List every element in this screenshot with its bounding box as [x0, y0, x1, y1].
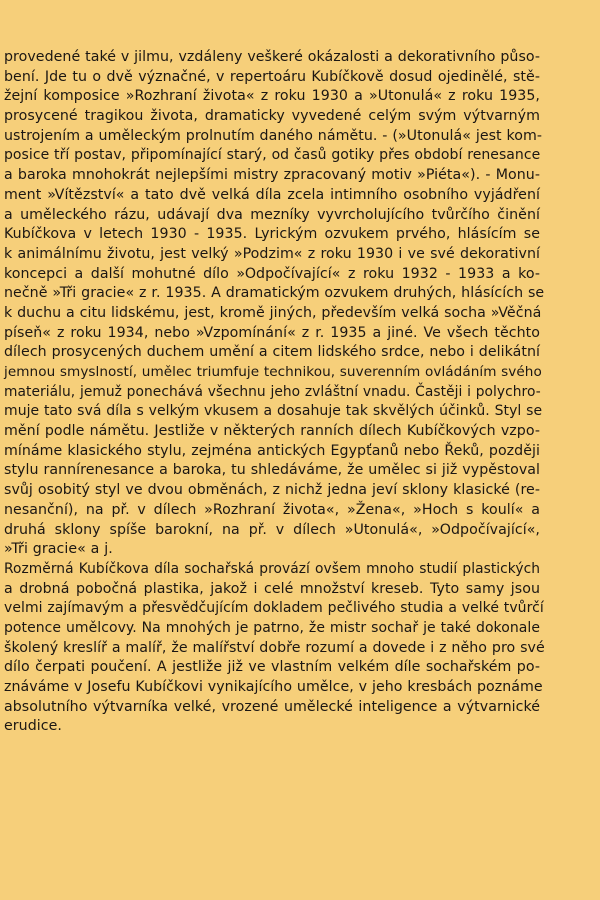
body-text: [4, 48, 545, 737]
text-line: dílech prosycených duchem umění a citem lidského srdce, nebo i delikátní: [4, 344, 540, 361]
text-line: »Tři gracie« a j.: [4, 541, 113, 558]
text-line: mínáme klasického stylu, zejména antických Egypťanů nebo Řeků, později: [4, 442, 540, 459]
paragraph-1: [4, 48, 545, 560]
text-line: velmi zajímavým a přesvědčujícím dokladem pečlivého studia a velké tvůrčí: [4, 600, 544, 617]
text-line: prosycené tragikou života, dramaticky vyvedené celým svým výtvarným: [4, 108, 540, 125]
text-line: ustrojením a uměleckým prolnutím daného námětu. - (»Utonulá« jest kom-: [4, 127, 543, 144]
text-line: svůj osobitý styl ve dvou obměnách, z nichž jedna jeví sklony klasické (re-: [4, 482, 540, 499]
text-line: a baroka mnohokrát nejlepšími mistry zpracovaný motiv »Piéta«). - Monu-: [4, 167, 540, 184]
text-line: erudice.: [4, 718, 62, 735]
text-line: žejní komposice »Rozhraní života« z roku 1930 a »Utonulá« z roku 1935,: [4, 88, 540, 105]
text-line: provedené také v jilmu, vzdáleny veškeré okázalosti a dekorativního půso-: [4, 49, 541, 65]
text-line: k duchu a citu lidskému, jest, kromě jiných, především velká socha »Věčná: [4, 304, 542, 321]
text-line: druhá sklony spíše barokní, na př. v dílech »Utonulá«, »Odpočívající«,: [4, 521, 540, 538]
text-line: ment »Vítězství« a tato dvě velká díla zcela intimního osobního vyjádření: [4, 186, 540, 203]
text-line: znáváme v Josefu Kubíčkovi vynikajícího umělce, v jeho kresbách poznáme: [4, 679, 543, 695]
text-line: materiálu, jemuž ponechává všechnu jeho zvláštní vnadu. Častěji i polychro-: [4, 383, 541, 400]
text-line: Rozměrná Kubíčkova díla sochařská provází ovšem mnoho studií plastických: [4, 560, 540, 577]
text-line: nesanční), na př. v dílech »Rozhraní života«, »Žena«, »Hoch s koulí« a: [4, 501, 540, 518]
text-line: posice tří postav, připomínající starý, od časů gotiky přes období renesance: [4, 147, 541, 164]
text-line: koncepci a další mohutné dílo »Odpočívající« z roku 1932 - 1933 a ko-: [4, 265, 540, 282]
text-line: k animálnímu životu, jest velký »Podzim« z roku 1930 i ve své dekorativní: [4, 245, 540, 262]
text-line: Kubíčkova v letech 1930 - 1935. Lyrickým ozvukem prvého, hlásícím se: [4, 226, 540, 243]
text-line: mění podle námětu. Jestliže v některých ranních dílech Kubíčkových vzpo-: [4, 423, 540, 440]
text-line: a drobná pobočná plastika, jakož i celé množství kreseb. Tyto samy jsou: [4, 580, 540, 597]
text-line: školený kreslíř a malíř, že malířství dobře rozumí a dovede i z něho pro své: [4, 639, 545, 656]
text-line: jemnou smyslností, umělec triumfuje technikou, suverenním ovládáním svého: [4, 364, 542, 380]
text-line: bení. Jde tu o dvě význačné, v repertoáru Kubíčkově dosud ojedinělé, stě-: [4, 68, 540, 85]
text-line: dílo čerpati poučení. A jestliže již ve vlastním velkém díle sochařském po-: [4, 659, 540, 676]
text-line: stylu rannírenesance a baroka, tu shledáváme, že umělec si již vypěstoval: [4, 462, 540, 479]
text-line: píseň« z roku 1934, nebo »Vzpomínání« z r. 1935 a jiné. Ve všech těchto: [4, 324, 540, 341]
paragraph-2: [4, 560, 545, 737]
text-line: potence umělcovy. Na mnohých je patrno, že mistr sochař je také dokonale: [4, 619, 540, 636]
text-line: muje tato svá díla s velkým vkusem a dosahuje tak skvělých účinků. Styl se: [4, 403, 543, 420]
text-line: nečně »Tři gracie« z r. 1935. A dramatickým ozvukem druhých, hlásících se: [4, 285, 545, 302]
text-line: absolutního výtvarníka velké, vrozené umělecké inteligence a výtvarnické: [4, 698, 540, 715]
text-line: a uměleckého rázu, udávají dva mezníky vyvrcholujícího tvůrčího činění: [4, 206, 540, 223]
